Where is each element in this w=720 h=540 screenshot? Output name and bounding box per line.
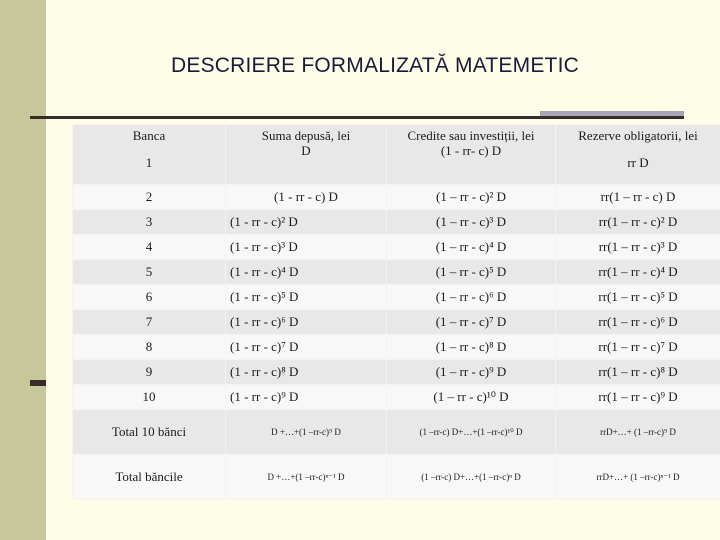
first-bank-deposit: D bbox=[301, 143, 311, 158]
header-reserve bbox=[556, 125, 720, 185]
reserve-cell: rr(1 – rr - c)² D bbox=[556, 210, 720, 235]
header-credit-label: Credite sau investiții, lei bbox=[407, 128, 535, 143]
total-row bbox=[73, 410, 720, 455]
header-credit bbox=[387, 125, 556, 185]
table-row bbox=[73, 335, 720, 360]
title-underline bbox=[30, 116, 684, 119]
deposit-cell: (1 - rr - c)⁴ D bbox=[226, 260, 387, 285]
reserve-cell: rr(1 – rr - c)⁶ D bbox=[556, 310, 720, 335]
bank-cell: 10 bbox=[73, 385, 226, 410]
formal-description-table bbox=[72, 124, 720, 500]
header-deposit-label: Suma depusă, lei bbox=[261, 128, 351, 143]
bank-cell: 2 bbox=[73, 185, 226, 210]
reserve-cell: rr(1 – rr - c) D bbox=[556, 185, 720, 210]
reserve-cell: rr(1 – rr - c)⁷ D bbox=[556, 335, 720, 360]
credit-cell: (1 – rr - c)² D bbox=[387, 185, 556, 210]
bank-cell: 9 bbox=[73, 360, 226, 385]
total-credit-cell: (1 –rr-c) D+…+(1 –rr-c)¹⁰ D bbox=[387, 410, 556, 455]
bank-cell: 3 bbox=[73, 210, 226, 235]
bank-cell: 6 bbox=[73, 285, 226, 310]
total-row bbox=[73, 455, 720, 500]
header-deposit bbox=[226, 125, 387, 185]
sidebar-strip bbox=[0, 0, 46, 540]
credit-cell: (1 – rr - c)⁷ D bbox=[387, 310, 556, 335]
table-row bbox=[73, 285, 720, 310]
total-reserve-cell: rrD+…+ (1 –rr-c)⁹ D bbox=[556, 410, 720, 455]
deposit-cell: (1 - rr - c)⁸ D bbox=[226, 360, 387, 385]
credit-cell: (1 – rr - c)⁶ D bbox=[387, 285, 556, 310]
slide-title: DESCRIERE FORMALIZATĂ MATEMETIC bbox=[171, 54, 579, 77]
reserve-cell: rr(1 – rr - c)⁸ D bbox=[556, 360, 720, 385]
total-credit-cell: (1 –rr-c) D+…+(1 –rr-c)ⁿ D bbox=[387, 455, 556, 500]
first-bank-number: 1 bbox=[145, 155, 153, 170]
deposit-cell: (1 - rr - c)³ D bbox=[226, 235, 387, 260]
sidebar-accent-bar bbox=[30, 380, 46, 386]
deposit-cell: (1 - rr - c)⁹ D bbox=[226, 385, 387, 410]
total-deposit-cell: D +…+(1 –rr-c)⁹ D bbox=[226, 410, 387, 455]
table-row bbox=[73, 310, 720, 335]
deposit-cell: (1 - rr - c)⁷ D bbox=[226, 335, 387, 360]
credit-cell: (1 – rr - c)⁹ D bbox=[387, 360, 556, 385]
deposit-cell: (1 - rr - c)⁵ D bbox=[226, 285, 387, 310]
table-row bbox=[73, 210, 720, 235]
bank-cell: 4 bbox=[73, 235, 226, 260]
table-row bbox=[73, 360, 720, 385]
total-deposit-cell: D +…+(1 –rr-c)ⁿ⁻¹ D bbox=[226, 455, 387, 500]
credit-cell: (1 – rr - c)³ D bbox=[387, 210, 556, 235]
header-bank-label: Banca bbox=[132, 128, 166, 143]
table-row bbox=[73, 235, 720, 260]
credit-cell: (1 – rr - c)¹⁰ D bbox=[387, 385, 556, 410]
header-reserve-label: Rezerve obligatorii, lei bbox=[578, 128, 698, 143]
header-row bbox=[73, 125, 720, 185]
deposit-cell: (1 - rr - c)⁶ D bbox=[226, 310, 387, 335]
table-row bbox=[73, 185, 720, 210]
bank-cell: 8 bbox=[73, 335, 226, 360]
reserve-cell: rr(1 – rr - c)⁴ D bbox=[556, 260, 720, 285]
header-bank bbox=[73, 125, 226, 185]
table-row bbox=[73, 385, 720, 410]
table-row bbox=[73, 260, 720, 285]
deposit-cell: (1 - rr - c)² D bbox=[226, 210, 387, 235]
first-bank-credit: (1 - rr- c) D bbox=[440, 143, 502, 158]
bank-cell: 5 bbox=[73, 260, 226, 285]
deposit-cell: (1 - rr - c) D bbox=[226, 185, 387, 210]
credit-cell: (1 – rr - c)⁵ D bbox=[387, 260, 556, 285]
total-bank-cell: Total băncile bbox=[73, 455, 226, 500]
reserve-cell: rr(1 – rr - c)⁵ D bbox=[556, 285, 720, 310]
total-bank-cell: Total 10 bănci bbox=[73, 410, 226, 455]
bank-cell: 7 bbox=[73, 310, 226, 335]
reserve-cell: rr(1 – rr - c)⁹ D bbox=[556, 385, 720, 410]
total-reserve-cell: rrD+…+ (1 –rr-c)ⁿ⁻¹ D bbox=[556, 455, 720, 500]
reserve-cell: rr(1 – rr - c)³ D bbox=[556, 235, 720, 260]
credit-cell: (1 – rr - c)⁴ D bbox=[387, 235, 556, 260]
first-bank-reserve: rr D bbox=[627, 155, 649, 170]
credit-cell: (1 – rr - c)⁸ D bbox=[387, 335, 556, 360]
